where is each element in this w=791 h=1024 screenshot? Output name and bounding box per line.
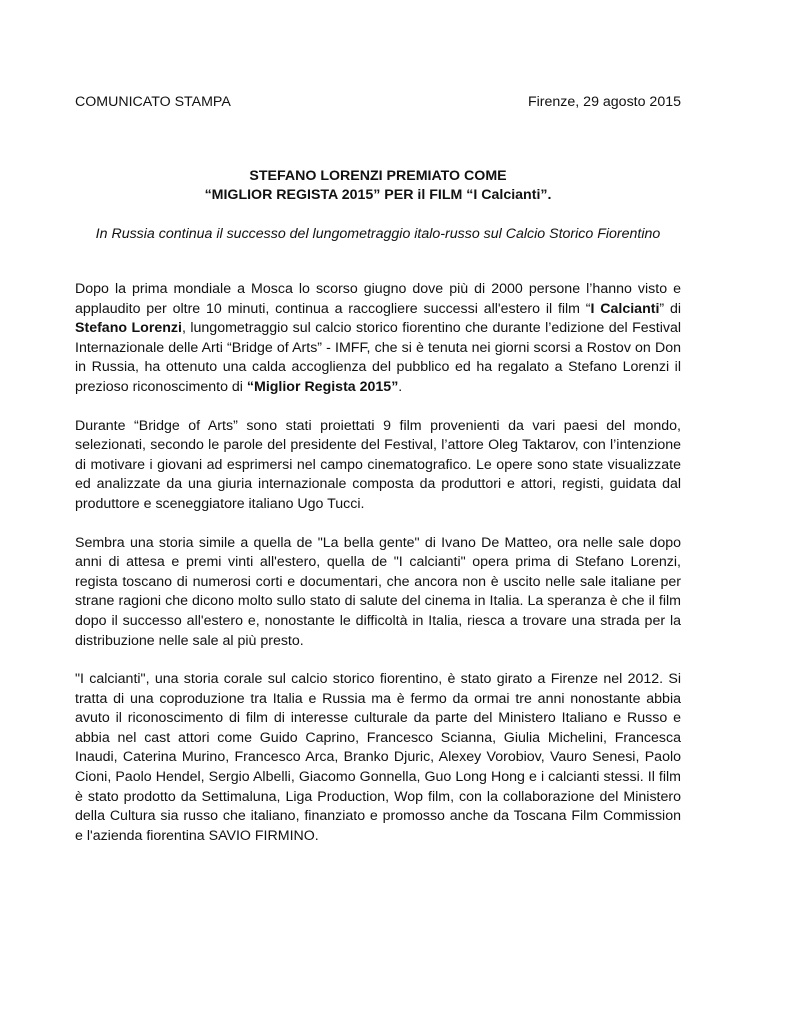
film-title-bold: I Calcianti xyxy=(590,300,660,317)
date-location: Firenze, 29 agosto 2015 xyxy=(527,94,681,110)
headline-line-1: STEFANO LORENZI PREMIATO COME xyxy=(249,168,507,184)
headline xyxy=(75,167,681,205)
paragraph-2: Durante “Bridge of Arts” sono stati proiettati 9 film provenienti da vari paesi del mondo, selezionati, secondo le parole del presidente del Festival, l’attore Oleg Taktarov, con l’intenzione di motivare i giovani ad esprimersi nel campo cinematografico. Le opere sono state visualizzate ed analizzate da una giuria internazionale composta da produttori e attori, registi, guidata dal produttore e sceneggiatore italiano Ugo Tucci. xyxy=(75,417,681,512)
paragraph-1-text-d: . xyxy=(398,378,403,395)
paragraph-1-text-a: Dopo la prima mondiale a Mosca lo scorso giugno dove più di 2000 persone l’hanno visto e applaudito per oltre 10 minuti, continua a raccogliere successi all'estero il film “ xyxy=(75,281,681,317)
headline-line-2: “MIGLIOR REGISTA 2015” PER il FILM “I Calcianti”. xyxy=(204,187,552,203)
director-name-bold: Stefano Lorenzi xyxy=(75,320,182,337)
article-body xyxy=(75,280,681,846)
paragraph-1-text-c: , lungometraggio sul calcio storico fiorentino che durante l’edizione del Festival Internazionale delle Arti “Bridge of Arts” - IMFF, che si è tenuta nei giorni scorsi a Rostov on Don in Russia, ha ottenuto una calda accoglienza del pubblico ed ha regalato a Stefano Lorenzi il prezioso riconoscimento di xyxy=(75,320,681,395)
paragraph-4: "I calcianti", una storia corale sul calcio storico fiorentino, è stato girato a Firenze nel 2012. Si tratta di una coproduzione tra Italia e Russia ma è fermo da ormai tre anni nonostante abbia avuto il riconoscimento di film di interesse culturale da parte del Ministero Italiano e Russo e abbia nel cast attori come Guido Caprino, Francesco Scianna, Giulia Michelini, Francesca Inaudi, Caterina Murino, Francesco Arca, Branko Djuric, Alexey Vorobiov, Vauro Senesi, Paolo Cioni, Paolo Hendel, Sergio Albelli, Giacomo Gonnella, Guo Long Hong e i calcianti stessi. Il film è stato prodotto da Settimaluna, Liga Production, Wop film, con la collaborazione del Ministero della Cultura sia russo che italiano, finanziato e promosso anche da Toscana Film Commission e l'azienda fiorentina SAVIO FIRMINO. xyxy=(75,671,681,844)
press-release-label: COMUNICATO STAMPA xyxy=(75,94,231,110)
subheadline: In Russia continua il successo del lungometraggio italo-russo sul Calcio Storico Fiorentino xyxy=(95,226,661,242)
paragraph-1-text-b: ” di xyxy=(659,300,681,317)
press-header xyxy=(75,92,681,112)
paragraph-1 xyxy=(75,280,681,398)
award-name-bold: “Miglior Regista 2015” xyxy=(246,378,399,395)
paragraph-3: Sembra una storia simile a quella de "La bella gente" di Ivano De Matteo, ora nelle sale dopo anni di attesa e premi vinti all'estero, quella de "I calcianti" opera prima di Stefano Lorenzi, regista toscano di numerosi corti e documentari, che ancora non è uscito nelle sale italiane per strane ragioni che dicono molto sullo stato di salute del cinema in Italia. La speranza è che il film dopo il successo all'estero e, nonostante le difficoltà in Italia, riesca a trovare una strada per la distribuzione nelle sale al più presto. xyxy=(75,534,681,649)
